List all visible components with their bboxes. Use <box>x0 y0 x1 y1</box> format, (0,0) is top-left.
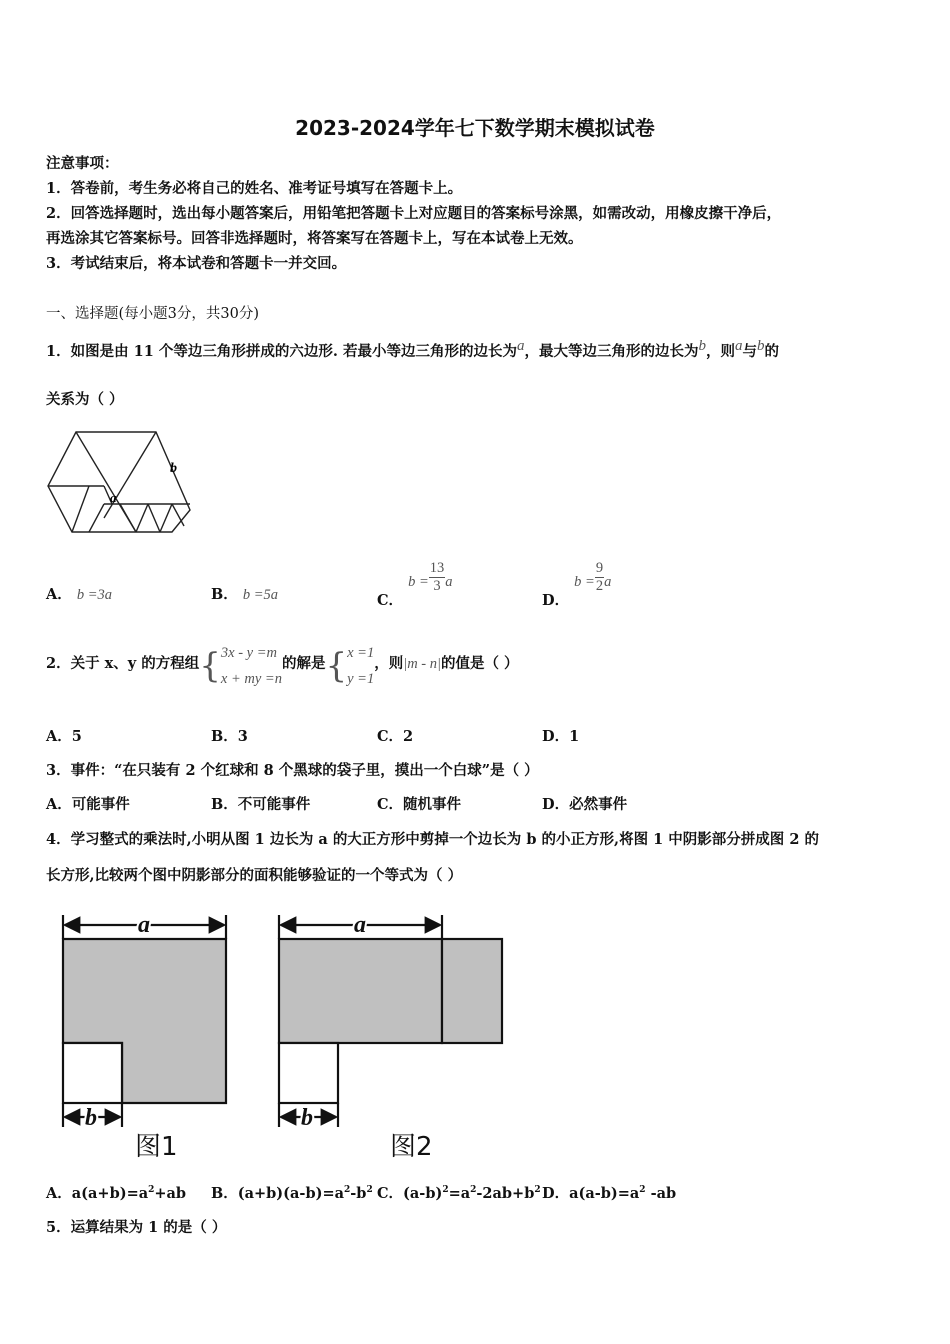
q4-text: 4．学习整式的乘法时,小明从图 1 边长为 a 的大正方形中剪掉一个边长为 b 的小正方形,将图 1 中阴影部分拼成图 2 的 <box>46 831 819 848</box>
q2-option-b[interactable]: B．3 <box>211 728 248 745</box>
q1-option-a[interactable]: A． b =3a <box>46 586 112 603</box>
q2-option-a[interactable]: A．5 <box>46 728 82 745</box>
figure-label-a: a <box>110 490 117 505</box>
hexagon-outline <box>48 432 190 532</box>
notice-item-2-cont: 再选涂其它答案标号。回答非选择题时，将答案写在答题卡上，写在本试卷上无效。 <box>46 230 583 247</box>
notice-heading: 注意事项： <box>46 155 119 172</box>
figure-label-b: b <box>170 461 177 476</box>
q1-option-c[interactable]: C． b = $\frac{13}{3}$ a <box>377 560 453 609</box>
fig1-label-b: b <box>85 1105 97 1131</box>
q3-option-b[interactable]: B．不可能事件 <box>211 796 311 813</box>
fig1-caption: 图1 <box>135 1132 178 1162</box>
q4-option-d[interactable]: D．$a(a-b)=a^2$ -ab <box>542 1185 677 1202</box>
notice-item-3: 3．考试结束后，将本试卷和答题卡一并交回。 <box>46 255 347 272</box>
q3-option-d[interactable]: D．必然事件 <box>542 796 628 813</box>
q3-text: 3．事件：“在只装有 2 个红球和 8 个黑球的袋子里，摸出一个白球”是（ ） <box>46 762 539 779</box>
q4-option-b[interactable]: B．$(a+b)(a-b)=a^2-b^2$ <box>211 1185 373 1202</box>
q2-option-d[interactable]: D．1 <box>542 728 580 745</box>
q1-text: 1．如图是由 11 个等边三角形拼成的六边形. 若最小等边三角形的边长为$^a$，最大等边三角形的边长为$^b$，则$^a$与$^b$的 <box>46 338 779 360</box>
q4-option-a[interactable]: A．$a(a+b)=a^2+ab$ <box>46 1185 187 1202</box>
q2-option-c[interactable]: C．2 <box>377 728 414 745</box>
figure-2 <box>279 915 502 1127</box>
q3-option-a[interactable]: A．可能事件 <box>46 796 130 813</box>
fig2-caption: 图2 <box>390 1132 433 1162</box>
figure-1 <box>63 915 226 1127</box>
fig2-label-a: a <box>354 912 366 938</box>
page-title: 2023-2024学年七下数学期末模拟试卷 <box>295 116 655 140</box>
q1-option-d[interactable]: D． b = $\frac{9}{2}$ a <box>542 560 612 609</box>
q3-option-c[interactable]: C．随机事件 <box>377 796 462 813</box>
q1-hexagon-figure <box>44 428 196 538</box>
q4-figures <box>50 905 520 1170</box>
q5-text: 5．运算结果为 1 的是（ ） <box>46 1219 227 1236</box>
q4-option-c[interactable]: C．$(a-b)^2=a^2-2ab+b^2$ <box>377 1185 541 1202</box>
q1-option-b[interactable]: B． b =5a <box>211 586 278 603</box>
fig2-label-b: b <box>301 1105 313 1131</box>
q2-text: 2．关于 x、y 的方程组{ 3x - y =m x + my =n 的解是{ x =1 y =1 ，则|m - n|的值是（ ） <box>46 645 519 687</box>
section-heading: 一、选择题(每小题3分，共30分) <box>46 306 259 322</box>
q4-text-cont: 长方形,比较两个图中阴影部分的面积能够验证的一个等式为（ ） <box>46 867 463 884</box>
fig1-label-a: a <box>138 912 150 938</box>
q1-text-cont: 关系为（ ） <box>46 391 124 408</box>
notice-item-1: 1．答卷前，考生务必将自己的姓名、准考证号填写在答题卡上。 <box>46 180 463 197</box>
notice-item-2: 2．回答选择题时，选出每小题答案后，用铅笔把答题卡上对应题目的答案标号涂黑，如需改动，用橡皮擦干净后， <box>46 205 782 222</box>
